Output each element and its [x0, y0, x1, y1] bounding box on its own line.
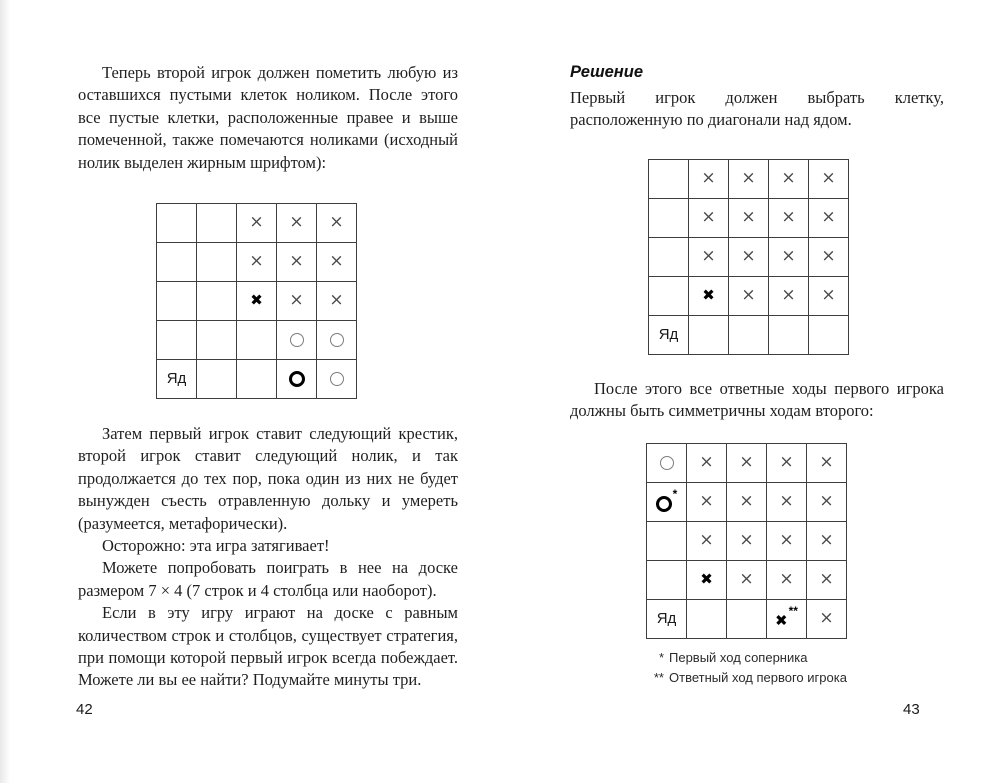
- scan-edge-shadow: [0, 0, 10, 783]
- grid-cell: [769, 277, 809, 316]
- x-mark: ×: [819, 452, 834, 472]
- grid-cell: [727, 561, 767, 600]
- grid-cell: [729, 199, 769, 238]
- footnote-marker: **: [653, 670, 664, 685]
- grid-cell: [277, 282, 317, 321]
- grid-cell: [807, 561, 847, 600]
- grid-cell: [729, 238, 769, 277]
- bold-x-mark: ✖: [775, 611, 788, 630]
- grid-row: [157, 360, 357, 399]
- grid-cell: [197, 321, 237, 360]
- x-mark: ×: [289, 212, 304, 232]
- grid-row: [649, 316, 849, 355]
- footnotes-block: [646, 648, 847, 688]
- bold-o-mark: [289, 371, 305, 387]
- x-mark: ×: [821, 168, 836, 188]
- grid-cell: [647, 483, 687, 522]
- bold-o-mark: [656, 496, 672, 512]
- x-mark: ×: [249, 251, 264, 271]
- x-mark: ×: [779, 569, 794, 589]
- x-mark: ×: [289, 251, 304, 271]
- footnote-text: Первый ход соперника: [669, 650, 808, 665]
- x-mark: ×: [819, 530, 834, 550]
- right-page-paragraph-1: [570, 87, 944, 132]
- grid-cell: [687, 522, 727, 561]
- x-mark: ×: [699, 491, 714, 511]
- solution-heading: Решение: [570, 63, 644, 81]
- x-mark: ×: [779, 530, 794, 550]
- right-page-number: 43: [903, 701, 920, 718]
- grid-cell: [647, 522, 687, 561]
- grid-cell: [237, 321, 277, 360]
- grid-cell: [807, 483, 847, 522]
- grid-cell: [769, 199, 809, 238]
- grid-row: [649, 277, 849, 316]
- grid-cell: [237, 360, 277, 399]
- paragraph-text: Теперь второй игрок должен пометить любую из оставшихся пустыми клеток ноликом. После этого все пустые клетки, расположенные правее и выше помеченной, также помечаются ноликами (исходный нолик выделен жирным шрифтом):: [78, 63, 458, 172]
- grid-cell: [809, 160, 849, 199]
- x-mark: ×: [821, 207, 836, 227]
- x-mark: ×: [781, 168, 796, 188]
- x-mark: ×: [781, 246, 796, 266]
- grid-row: [649, 238, 849, 277]
- grid-row: [649, 160, 849, 199]
- paragraph-text: Если в эту игру играют на доске с равным количеством строк и столбцов, существует стратегия, при помощи которой первый игрок всегда побеждает. Можете ли вы ее найти? Подумайте минуты три.: [78, 603, 458, 690]
- grid-cell: [649, 160, 689, 199]
- grid-cell: [809, 199, 849, 238]
- grid-cell: [809, 277, 849, 316]
- grid-cell: [687, 561, 727, 600]
- grid-cell: [689, 199, 729, 238]
- grid-row: [647, 522, 847, 561]
- grid-cell: [729, 316, 769, 355]
- x-mark: ×: [739, 452, 754, 472]
- footnote-marker: **: [788, 603, 798, 618]
- grid-cell: [237, 243, 277, 282]
- x-mark: ×: [701, 207, 716, 227]
- grid-cell: [277, 204, 317, 243]
- bold-x-mark: ✖: [250, 291, 263, 309]
- footnote-text: Ответный ход первого игрока: [669, 670, 847, 685]
- left-page-number: 42: [76, 701, 93, 718]
- o-mark: [330, 333, 344, 347]
- grid-cell: [157, 282, 197, 321]
- x-mark: ×: [741, 207, 756, 227]
- right-page-game-grid-1: [648, 159, 849, 355]
- grid-cell: [689, 277, 729, 316]
- grid-cell: [807, 444, 847, 483]
- grid-cell: [317, 282, 357, 321]
- right-page-paragraph-2: [570, 378, 944, 423]
- grid-row: [157, 321, 357, 360]
- paragraph-text: Осторожно: эта игра затягивает!: [102, 536, 330, 556]
- x-mark: ×: [699, 530, 714, 550]
- grid-cell: [729, 160, 769, 199]
- left-page-game-grid: [156, 203, 357, 399]
- x-mark: ×: [819, 491, 834, 511]
- grid-cell: [157, 204, 197, 243]
- x-mark: ×: [739, 530, 754, 550]
- grid-cell: [809, 238, 849, 277]
- grid-cell: [157, 321, 197, 360]
- footnote-marker: *: [672, 486, 678, 501]
- x-mark: ×: [819, 608, 834, 628]
- grid-cell: [197, 204, 237, 243]
- grid-cell: [649, 238, 689, 277]
- grid-cell: [769, 238, 809, 277]
- poison-label: Яд: [656, 610, 677, 627]
- grid-cell: [769, 316, 809, 355]
- x-mark: ×: [329, 212, 344, 232]
- grid-cell: [767, 522, 807, 561]
- grid-cell: [649, 277, 689, 316]
- o-mark: [290, 333, 304, 347]
- grid-row: [647, 444, 847, 483]
- x-mark: ×: [739, 491, 754, 511]
- grid-row: [649, 199, 849, 238]
- grid-cell: [767, 444, 807, 483]
- x-mark: ×: [739, 569, 754, 589]
- x-mark: ×: [779, 491, 794, 511]
- x-mark: ×: [329, 251, 344, 271]
- x-mark: ×: [821, 285, 836, 305]
- grid-cell: [687, 483, 727, 522]
- grid-cell: [197, 282, 237, 321]
- grid-row: [647, 600, 847, 639]
- grid-cell: [729, 277, 769, 316]
- grid-cell: [317, 243, 357, 282]
- x-mark: ×: [781, 207, 796, 227]
- grid-cell: [767, 483, 807, 522]
- x-mark: ×: [741, 168, 756, 188]
- grid-row: [647, 483, 847, 522]
- grid-cell: [727, 444, 767, 483]
- x-mark: ×: [701, 168, 716, 188]
- x-mark: ×: [741, 246, 756, 266]
- grid-cell: [317, 321, 357, 360]
- grid-cell: [647, 600, 687, 639]
- o-mark: [660, 456, 674, 470]
- footnote-line: [646, 668, 847, 688]
- grid-cell: [769, 160, 809, 199]
- bold-x-mark: ✖: [700, 570, 713, 588]
- x-mark: ×: [781, 285, 796, 305]
- grid-row: [157, 243, 357, 282]
- grid-cell: [767, 561, 807, 600]
- footnote-marker: *: [658, 650, 664, 665]
- grid-cell: [649, 316, 689, 355]
- grid-cell: [687, 444, 727, 483]
- grid-cell: [727, 600, 767, 639]
- grid-cell: [237, 204, 277, 243]
- grid-cell: [197, 243, 237, 282]
- right-page-game-grid-2: [646, 443, 847, 639]
- grid-cell: [689, 160, 729, 199]
- x-mark: ×: [779, 452, 794, 472]
- poison-label: Яд: [658, 326, 679, 343]
- paragraph-text: Первый игрок должен выбрать клетку, расположенную по диагонали над ядом.: [570, 88, 944, 130]
- grid-row: [157, 204, 357, 243]
- grid-row: [157, 282, 357, 321]
- grid-cell: [237, 282, 277, 321]
- bold-x-mark: ✖: [702, 286, 715, 304]
- grid-cell: [727, 522, 767, 561]
- grid-cell: [687, 600, 727, 639]
- x-mark: ×: [329, 290, 344, 310]
- grid-cell: [727, 483, 767, 522]
- o-mark: [330, 372, 344, 386]
- poison-label: Яд: [166, 370, 187, 387]
- grid-cell: [317, 360, 357, 399]
- grid-cell: [317, 204, 357, 243]
- grid-cell: [647, 444, 687, 483]
- x-mark: ×: [821, 246, 836, 266]
- grid-cell: [807, 522, 847, 561]
- grid-cell: [157, 360, 197, 399]
- grid-cell: [277, 243, 317, 282]
- paragraph-text: Затем первый игрок ставит следующий крестик, второй игрок ставит следующий нолик, и так продолжается до тех пор, пока один из них не будет вынужден съесть отравленную дольку и умереть (разумеется, метафорически).: [78, 424, 458, 533]
- grid-cell: [197, 360, 237, 399]
- grid-cell: [689, 316, 729, 355]
- grid-cell: [809, 316, 849, 355]
- grid-cell: [647, 561, 687, 600]
- x-mark: ×: [249, 212, 264, 232]
- paragraph-text: После этого все ответные ходы первого игрока должны быть симметричны ходам второго:: [570, 379, 944, 421]
- x-mark: ×: [289, 290, 304, 310]
- grid-cell: [807, 600, 847, 639]
- grid-cell: [157, 243, 197, 282]
- grid-cell: [277, 360, 317, 399]
- x-mark: ×: [701, 246, 716, 266]
- x-mark: ×: [741, 285, 756, 305]
- grid-cell: [277, 321, 317, 360]
- x-mark: ×: [819, 569, 834, 589]
- grid-row: [647, 561, 847, 600]
- grid-cell: [689, 238, 729, 277]
- grid-cell: [767, 600, 807, 639]
- paragraph-text: Можете попробовать поиграть в нее на доске размером 7 × 4 (7 строк и 4 столбца или наоборот).: [78, 558, 458, 600]
- grid-cell: [649, 199, 689, 238]
- footnote-line: [646, 648, 847, 668]
- x-mark: ×: [699, 452, 714, 472]
- left-page-paragraphs-2-5: [78, 423, 458, 692]
- left-page-paragraph-1: [78, 62, 458, 174]
